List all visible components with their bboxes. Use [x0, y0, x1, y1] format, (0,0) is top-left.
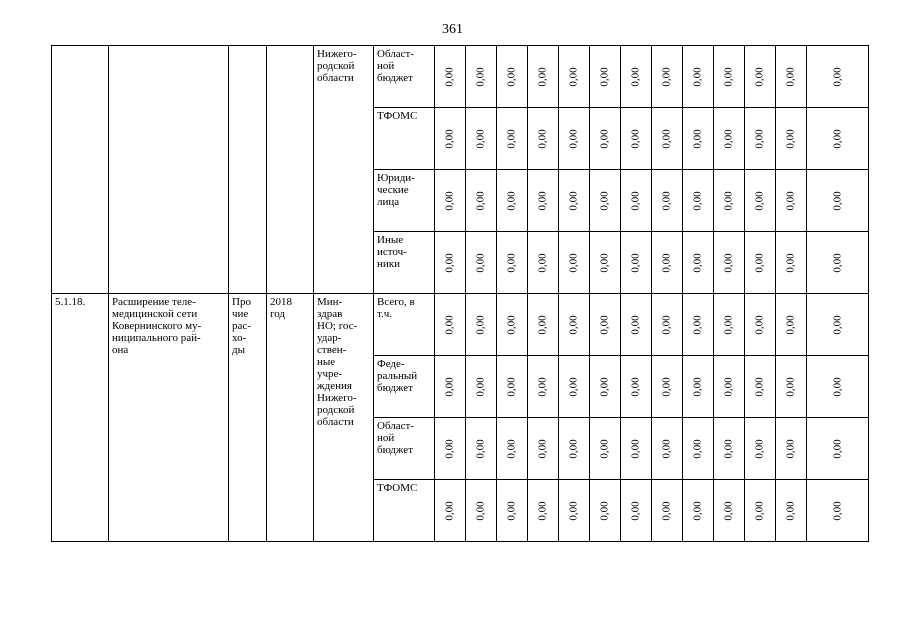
- value-cell: [528, 46, 559, 108]
- value-text: 0,00: [506, 128, 518, 149]
- value-cell: [652, 356, 683, 418]
- value-text: 0,00: [444, 190, 456, 211]
- value-cell: [559, 294, 590, 356]
- value-cell: [466, 294, 497, 356]
- value-cell: [745, 108, 776, 170]
- value-text: 0,00: [831, 252, 844, 273]
- value-cell: [621, 294, 652, 356]
- value-text: 0,00: [692, 500, 704, 521]
- value-cell: [652, 418, 683, 480]
- value-text: 0,00: [444, 438, 456, 459]
- value-cell: [683, 170, 714, 232]
- value-cell: [590, 480, 621, 542]
- value-text: 0,00: [692, 314, 704, 335]
- value-text: 0,00: [444, 376, 456, 397]
- value-cell: [559, 108, 590, 170]
- value-cell: [435, 294, 466, 356]
- value-cell: [590, 294, 621, 356]
- value-cell: [590, 170, 621, 232]
- value-text: 0,00: [754, 128, 766, 149]
- value-cell: [435, 480, 466, 542]
- value-text: 0,00: [568, 66, 580, 87]
- value-text: 0,00: [723, 438, 735, 459]
- value-cell: [435, 418, 466, 480]
- value-text: 0,00: [630, 376, 642, 397]
- value-text: 0,00: [723, 376, 735, 397]
- value-cell: [435, 232, 466, 294]
- value-cell: [807, 480, 869, 542]
- value-text: 0,00: [692, 252, 704, 273]
- value-text: 0,00: [785, 314, 797, 335]
- value-text: 0,00: [506, 66, 518, 87]
- value-cell: [497, 480, 528, 542]
- value-text: 0,00: [831, 438, 844, 459]
- value-cell: [559, 356, 590, 418]
- value-text: 0,00: [785, 500, 797, 521]
- value-cell: [621, 170, 652, 232]
- value-text: 0,00: [630, 66, 642, 87]
- value-cell: [466, 480, 497, 542]
- value-cell: [714, 232, 745, 294]
- value-text: 0,00: [754, 314, 766, 335]
- table-row: [52, 294, 869, 356]
- item-code-cell: [52, 46, 109, 294]
- value-text: 0,00: [754, 190, 766, 211]
- value-cell: [683, 232, 714, 294]
- expense-type-cell: Про чие рас- хо- ды: [229, 294, 267, 542]
- value-text: 0,00: [754, 438, 766, 459]
- value-cell: [621, 108, 652, 170]
- value-cell: [528, 480, 559, 542]
- value-text: 0,00: [506, 190, 518, 211]
- value-text: 0,00: [475, 128, 487, 149]
- value-cell: [466, 108, 497, 170]
- value-cell: [745, 480, 776, 542]
- value-text: 0,00: [599, 376, 611, 397]
- value-cell: [621, 232, 652, 294]
- value-cell: [807, 108, 869, 170]
- funding-source-cell: Юриди- ческие лица: [374, 170, 435, 232]
- value-cell: [652, 108, 683, 170]
- funding-source-cell: Всего, в т.ч.: [374, 294, 435, 356]
- value-text: 0,00: [785, 376, 797, 397]
- item-code-cell: 5.1.18.: [52, 294, 109, 542]
- value-text: 0,00: [785, 128, 797, 149]
- item-name-cell: Расширение теле- медицинской сети Ковернинского му- ниципального рай- она: [109, 294, 229, 542]
- value-text: 0,00: [831, 66, 844, 87]
- value-text: 0,00: [506, 314, 518, 335]
- value-text: 0,00: [723, 500, 735, 521]
- value-cell: [528, 356, 559, 418]
- value-text: 0,00: [723, 252, 735, 273]
- value-cell: [714, 108, 745, 170]
- value-text: 0,00: [630, 128, 642, 149]
- value-cell: [559, 46, 590, 108]
- value-cell: [497, 108, 528, 170]
- value-cell: [776, 480, 807, 542]
- value-cell: [466, 418, 497, 480]
- value-cell: [497, 170, 528, 232]
- value-text: 0,00: [444, 66, 456, 87]
- value-text: 0,00: [692, 66, 704, 87]
- executor-cell: Нижего- родской области: [314, 46, 374, 294]
- value-text: 0,00: [661, 128, 673, 149]
- value-text: 0,00: [537, 500, 549, 521]
- page-number: 361: [442, 22, 463, 37]
- value-text: 0,00: [475, 190, 487, 211]
- value-text: 0,00: [475, 314, 487, 335]
- value-cell: [683, 418, 714, 480]
- funding-source-cell: Област- ной бюджет: [374, 46, 435, 108]
- value-text: 0,00: [475, 252, 487, 273]
- value-cell: [559, 418, 590, 480]
- value-cell: [776, 108, 807, 170]
- value-text: 0,00: [785, 438, 797, 459]
- value-text: 0,00: [475, 376, 487, 397]
- value-cell: [528, 232, 559, 294]
- value-cell: [590, 46, 621, 108]
- item-name-cell: [109, 46, 229, 294]
- value-text: 0,00: [692, 376, 704, 397]
- value-text: 0,00: [754, 66, 766, 87]
- value-cell: [683, 46, 714, 108]
- value-cell: [714, 46, 745, 108]
- value-text: 0,00: [599, 190, 611, 211]
- value-text: 0,00: [537, 128, 549, 149]
- value-cell: [776, 46, 807, 108]
- value-text: 0,00: [630, 190, 642, 211]
- value-text: 0,00: [723, 66, 735, 87]
- value-text: 0,00: [599, 66, 611, 87]
- value-cell: [807, 170, 869, 232]
- value-text: 0,00: [831, 128, 844, 149]
- value-text: 0,00: [723, 190, 735, 211]
- value-cell: [621, 356, 652, 418]
- value-text: 0,00: [475, 438, 487, 459]
- value-text: 0,00: [537, 314, 549, 335]
- value-cell: [745, 418, 776, 480]
- value-cell: [590, 232, 621, 294]
- value-cell: [807, 356, 869, 418]
- value-text: 0,00: [537, 252, 549, 273]
- value-cell: [714, 480, 745, 542]
- value-cell: [683, 294, 714, 356]
- value-text: 0,00: [661, 314, 673, 335]
- value-text: 0,00: [831, 500, 844, 521]
- value-text: 0,00: [475, 66, 487, 87]
- funding-source-cell: Феде- ральный бюджет: [374, 356, 435, 418]
- value-cell: [497, 356, 528, 418]
- value-cell: [714, 294, 745, 356]
- value-text: 0,00: [661, 252, 673, 273]
- value-text: 0,00: [599, 252, 611, 273]
- value-cell: [435, 170, 466, 232]
- expense-type-cell: [229, 46, 267, 294]
- value-cell: [714, 170, 745, 232]
- value-cell: [528, 170, 559, 232]
- value-text: 0,00: [692, 190, 704, 211]
- value-text: 0,00: [537, 66, 549, 87]
- value-cell: [497, 418, 528, 480]
- value-cell: [652, 232, 683, 294]
- value-cell: [652, 480, 683, 542]
- value-cell: [528, 294, 559, 356]
- value-text: 0,00: [785, 190, 797, 211]
- value-text: 0,00: [630, 314, 642, 335]
- value-cell: [683, 480, 714, 542]
- value-text: 0,00: [537, 438, 549, 459]
- value-text: 0,00: [785, 252, 797, 273]
- value-cell: [497, 46, 528, 108]
- value-text: 0,00: [723, 314, 735, 335]
- financing-table: [51, 45, 869, 542]
- value-text: 0,00: [661, 438, 673, 459]
- value-cell: [435, 108, 466, 170]
- value-text: 0,00: [754, 500, 766, 521]
- value-text: 0,00: [444, 500, 456, 521]
- value-cell: [776, 418, 807, 480]
- value-cell: [776, 356, 807, 418]
- value-cell: [745, 356, 776, 418]
- value-text: 0,00: [599, 500, 611, 521]
- value-text: 0,00: [661, 190, 673, 211]
- value-cell: [528, 418, 559, 480]
- value-cell: [466, 356, 497, 418]
- value-cell: [466, 170, 497, 232]
- value-cell: [652, 46, 683, 108]
- value-cell: [590, 356, 621, 418]
- value-text: 0,00: [568, 128, 580, 149]
- value-cell: [807, 232, 869, 294]
- value-cell: [807, 294, 869, 356]
- value-cell: [745, 170, 776, 232]
- value-cell: [807, 418, 869, 480]
- value-cell: [745, 46, 776, 108]
- value-cell: [590, 108, 621, 170]
- value-cell: [497, 294, 528, 356]
- value-cell: [559, 480, 590, 542]
- value-text: 0,00: [568, 252, 580, 273]
- value-cell: [466, 46, 497, 108]
- funding-source-cell: ТФОМС: [374, 480, 435, 542]
- value-cell: [714, 356, 745, 418]
- value-cell: [435, 356, 466, 418]
- value-text: 0,00: [599, 128, 611, 149]
- value-text: 0,00: [568, 190, 580, 211]
- value-text: 0,00: [506, 252, 518, 273]
- value-text: 0,00: [661, 376, 673, 397]
- value-text: 0,00: [537, 190, 549, 211]
- value-cell: [776, 294, 807, 356]
- value-text: 0,00: [692, 438, 704, 459]
- value-text: 0,00: [599, 438, 611, 459]
- value-text: 0,00: [599, 314, 611, 335]
- table-row: [52, 46, 869, 108]
- value-cell: [435, 46, 466, 108]
- value-text: 0,00: [692, 128, 704, 149]
- value-text: 0,00: [506, 500, 518, 521]
- value-text: 0,00: [630, 438, 642, 459]
- value-text: 0,00: [444, 128, 456, 149]
- value-text: 0,00: [537, 376, 549, 397]
- value-cell: [497, 232, 528, 294]
- value-text: 0,00: [475, 500, 487, 521]
- value-text: 0,00: [568, 438, 580, 459]
- value-text: 0,00: [630, 500, 642, 521]
- value-text: 0,00: [661, 500, 673, 521]
- value-cell: [528, 108, 559, 170]
- value-cell: [807, 46, 869, 108]
- value-cell: [776, 170, 807, 232]
- value-text: 0,00: [785, 66, 797, 87]
- value-text: 0,00: [831, 190, 844, 211]
- value-cell: [621, 480, 652, 542]
- value-cell: [621, 418, 652, 480]
- value-text: 0,00: [831, 314, 844, 335]
- value-cell: [714, 418, 745, 480]
- funding-source-cell: Иные источ- ники: [374, 232, 435, 294]
- value-text: 0,00: [568, 314, 580, 335]
- value-cell: [652, 170, 683, 232]
- executor-cell: Мин- здрав НО; гос- удар- ствен- ные учре- ждения Нижего- родской области: [314, 294, 374, 542]
- year-cell: [267, 46, 314, 294]
- year-cell: 2018 год: [267, 294, 314, 542]
- value-text: 0,00: [630, 252, 642, 273]
- value-text: 0,00: [831, 376, 844, 397]
- funding-source-cell: ТФОМС: [374, 108, 435, 170]
- funding-source-cell: Област- ной бюджет: [374, 418, 435, 480]
- value-cell: [776, 232, 807, 294]
- value-cell: [466, 232, 497, 294]
- value-text: 0,00: [444, 252, 456, 273]
- value-cell: [745, 294, 776, 356]
- value-text: 0,00: [506, 438, 518, 459]
- value-cell: [683, 356, 714, 418]
- value-text: 0,00: [754, 252, 766, 273]
- value-cell: [652, 294, 683, 356]
- value-text: 0,00: [506, 376, 518, 397]
- value-text: 0,00: [661, 66, 673, 87]
- value-cell: [745, 232, 776, 294]
- value-text: 0,00: [754, 376, 766, 397]
- value-text: 0,00: [723, 128, 735, 149]
- value-cell: [559, 232, 590, 294]
- value-text: 0,00: [568, 500, 580, 521]
- value-cell: [683, 108, 714, 170]
- value-cell: [559, 170, 590, 232]
- value-cell: [621, 46, 652, 108]
- value-text: 0,00: [568, 376, 580, 397]
- value-cell: [590, 418, 621, 480]
- value-text: 0,00: [444, 314, 456, 335]
